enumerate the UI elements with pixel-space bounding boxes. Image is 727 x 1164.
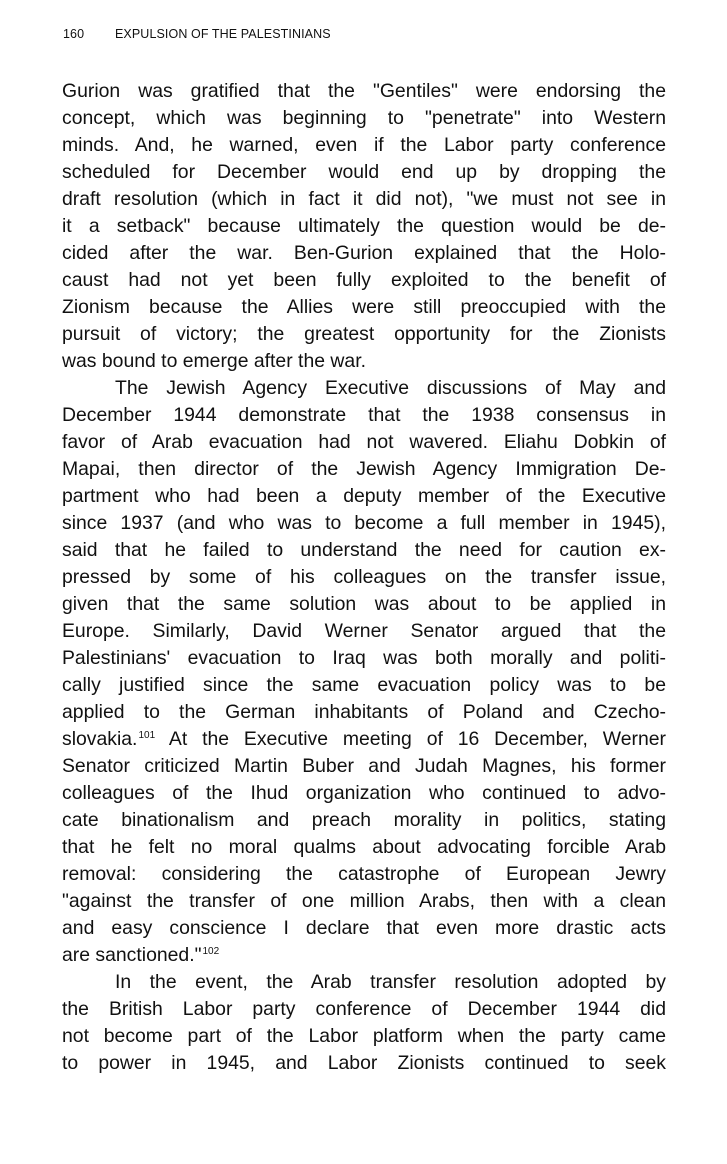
text-line: pressed by some of his colleagues on the transfer issue, xyxy=(62,566,666,588)
text-line: Europe. Similarly, David Werner Senator argued that the xyxy=(62,620,666,642)
text-line: given that the same solution was about to be applied in xyxy=(62,593,666,615)
text-line: applied to the German inhabitants of Poland and Czecho- xyxy=(62,701,666,723)
text-line-with-footnote xyxy=(62,726,666,753)
paragraph-2 xyxy=(62,375,666,969)
footnote-marker-102: 102 xyxy=(202,946,220,957)
text-line: said that he failed to understand the need for caution ex- xyxy=(62,539,666,561)
text-line: the British Labor party conference of December 1944 did xyxy=(62,998,666,1020)
line-text: are sanctioned." xyxy=(62,944,202,966)
text-line: Zionism because the Allies were still preoccupied with the xyxy=(62,296,666,318)
text-line: partment who had been a deputy member of the Executive xyxy=(62,485,666,507)
text-line: draft resolution (which in fact it did not), "we must not see in xyxy=(62,188,666,210)
text-line: caust had not yet been fully exploited to the benefit of xyxy=(62,269,666,291)
text-line: concept, which was beginning to "penetrate" into Western xyxy=(62,107,666,129)
text-line: cided after the war. Ben-Gurion explained that the Holo- xyxy=(62,242,666,264)
text-line: cate binationalism and preach morality in politics, stating xyxy=(62,809,666,831)
text-line: and easy conscience I declare that even more drastic acts xyxy=(62,917,666,939)
text-line: that he felt no moral qualms about advocating forcible Arab xyxy=(62,836,666,858)
paragraph-1 xyxy=(62,78,666,375)
text-line: Gurion was gratified that the "Gentiles" were endorsing the xyxy=(62,80,666,102)
text-line-with-footnote xyxy=(62,942,666,969)
running-title: EXPULSION OF THE PALESTINIANS xyxy=(115,27,331,41)
text-line: "against the transfer of one million Arabs, then with a clean xyxy=(62,890,666,912)
text-line: not become part of the Labor platform when the party came xyxy=(62,1025,666,1047)
text-line: The Jewish Agency Executive discussions of May and xyxy=(115,377,666,399)
body-text xyxy=(62,78,666,1077)
text-line: pursuit of victory; the greatest opportunity for the Zionists xyxy=(62,323,666,345)
page-number: 160 xyxy=(63,27,85,41)
text-line: In the event, the Arab transfer resolution adopted by xyxy=(115,971,666,993)
text-line: minds. And, he warned, even if the Labor party conference xyxy=(62,134,666,156)
text-line: was bound to emerge after the war. xyxy=(62,350,366,372)
line-text: slovakia. xyxy=(62,728,138,750)
running-head xyxy=(63,27,331,41)
paragraph-3 xyxy=(62,969,666,1077)
footnote-marker-101: 101 xyxy=(138,730,156,741)
text-line: scheduled for December would end up by dropping the xyxy=(62,161,666,183)
text-line: Mapai, then director of the Jewish Agency Immigration De- xyxy=(62,458,666,480)
text-line: since 1937 (and who was to become a full member in 1945), xyxy=(62,512,666,534)
text-line: Senator criticized Martin Buber and Judah Magnes, his former xyxy=(62,755,666,777)
line-text: At the Executive meeting of 16 December, Werner xyxy=(155,728,666,750)
text-line: cally justified since the same evacuation policy was to be xyxy=(62,674,666,696)
text-line: to power in 1945, and Labor Zionists continued to seek xyxy=(62,1052,666,1074)
text-line: Palestinians' evacuation to Iraq was both morally and politi- xyxy=(62,647,666,669)
text-line: colleagues of the Ihud organization who continued to advo- xyxy=(62,782,666,804)
text-line: it a setback" because ultimately the question would be de- xyxy=(62,215,666,237)
text-line: removal: considering the catastrophe of European Jewry xyxy=(62,863,666,885)
text-line: December 1944 demonstrate that the 1938 consensus in xyxy=(62,404,666,426)
text-line: favor of Arab evacuation had not wavered. Eliahu Dobkin of xyxy=(62,431,666,453)
